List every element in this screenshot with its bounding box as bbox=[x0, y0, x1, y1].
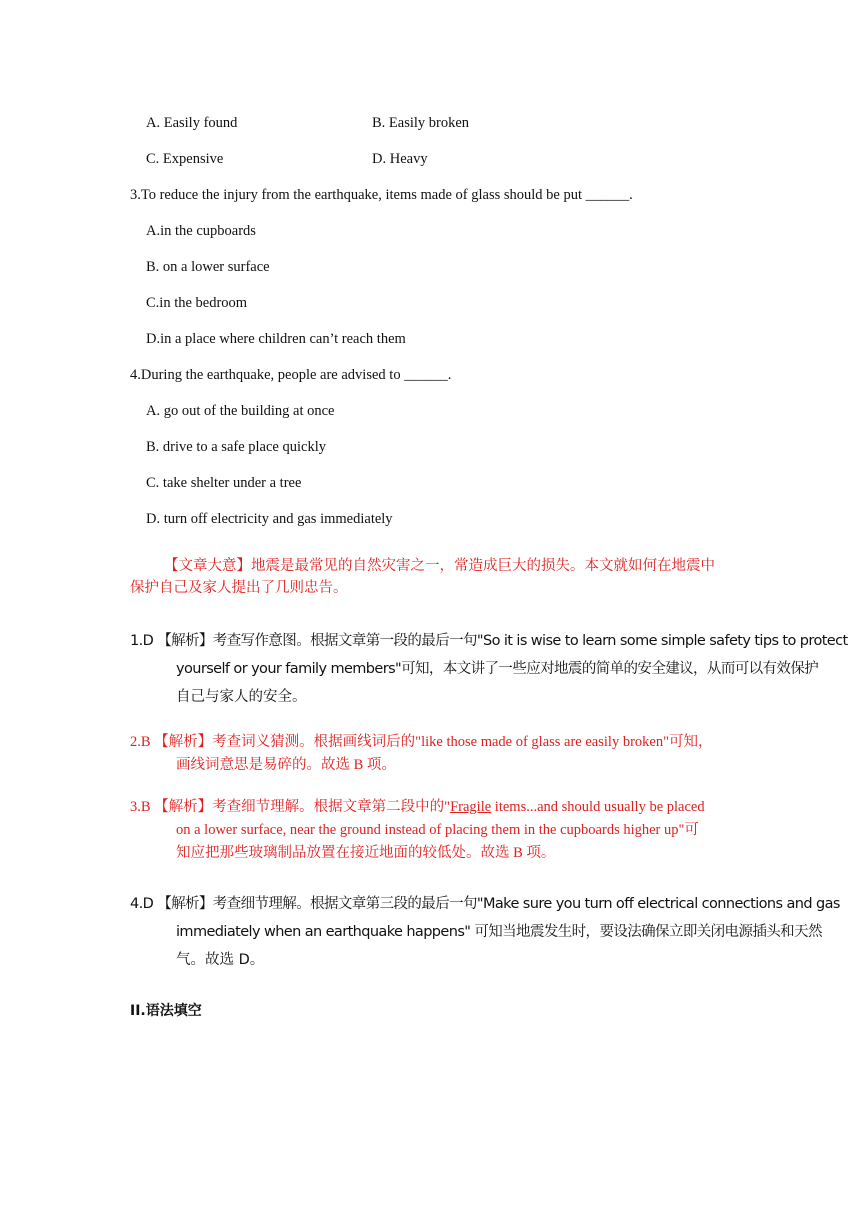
q2-option-b: B. Easily broken bbox=[372, 115, 470, 131]
answer-3-underlined-word: Fragile bbox=[450, 799, 492, 815]
summary-line-2: 保护自己及家人提出了几则忠告。 bbox=[130, 580, 348, 596]
q4-option-b: B. drive to a safe place quickly bbox=[146, 439, 326, 455]
answer-3-prefix: 3.B 【解析】考查细节理解。根据文章第二段中的" bbox=[130, 799, 451, 815]
answer-3-suffix: items...and should usually be placed bbox=[491, 799, 705, 815]
answer-4-line-3: 气。故选 D。 bbox=[176, 952, 265, 968]
q3-option-a: A.in the cupboards bbox=[146, 223, 256, 239]
section-heading: II.语法填空 bbox=[130, 1003, 202, 1019]
answer-1-line-2: yourself or your family members"可知，本文讲了一些应对地震的简单的安全建议，从而可以有效保护 bbox=[176, 661, 819, 677]
answer-3-line-2: on a lower surface, near the ground instead of placing them in the cupboards higher up"可 bbox=[176, 822, 699, 838]
q4-stem: 4.During the earthquake, people are advised to ______. bbox=[130, 367, 452, 383]
q3-option-b: B. on a lower surface bbox=[146, 259, 270, 275]
answer-3-line-1 bbox=[130, 798, 705, 816]
summary-line-1: 【文章大意】地震是最常见的自然灾害之一，常造成巨大的损失。本文就如何在地震中 bbox=[164, 558, 715, 574]
q4-option-a: A. go out of the building at once bbox=[146, 403, 335, 419]
answer-3-line-3: 知应把那些玻璃制品放置在接近地面的较低处。故选 B 项。 bbox=[176, 845, 556, 861]
answer-2-line-2: 画线词意思是易碎的。故选 B 项。 bbox=[176, 757, 396, 773]
answer-2-line-1: 2.B 【解析】考查词义猜测。根据画线词后的"like those made of glass are easily broken"可知， bbox=[130, 734, 713, 750]
answer-4-line-2: immediately when an earthquake happens" 可知当地震发生时，要设法确保立即关闭电源插头和天然 bbox=[176, 924, 822, 940]
q3-option-c: C.in the bedroom bbox=[146, 295, 248, 311]
q2-option-a: A. Easily found bbox=[146, 115, 238, 131]
q4-option-d: D. turn off electricity and gas immediately bbox=[146, 511, 393, 527]
q2-option-c: C. Expensive bbox=[146, 151, 224, 167]
answer-1-line-1: 1.D 【解析】考查写作意图。根据文章第一段的最后一句"So it is wise to learn some simple safety tips to protect bbox=[130, 633, 848, 649]
q2-option-d: D. Heavy bbox=[372, 151, 428, 167]
answer-4-line-1: 4.D 【解析】考查细节理解。根据文章第三段的最后一句"Make sure you turn off electrical connections and gas bbox=[130, 896, 840, 912]
answer-1-line-3: 自己与家人的安全。 bbox=[176, 689, 307, 705]
q3-option-d: D.in a place where children can’t reach them bbox=[146, 331, 406, 347]
q4-option-c: C. take shelter under a tree bbox=[146, 475, 302, 491]
q3-stem: 3.To reduce the injury from the earthquake, items made of glass should be put ______. bbox=[130, 187, 633, 203]
